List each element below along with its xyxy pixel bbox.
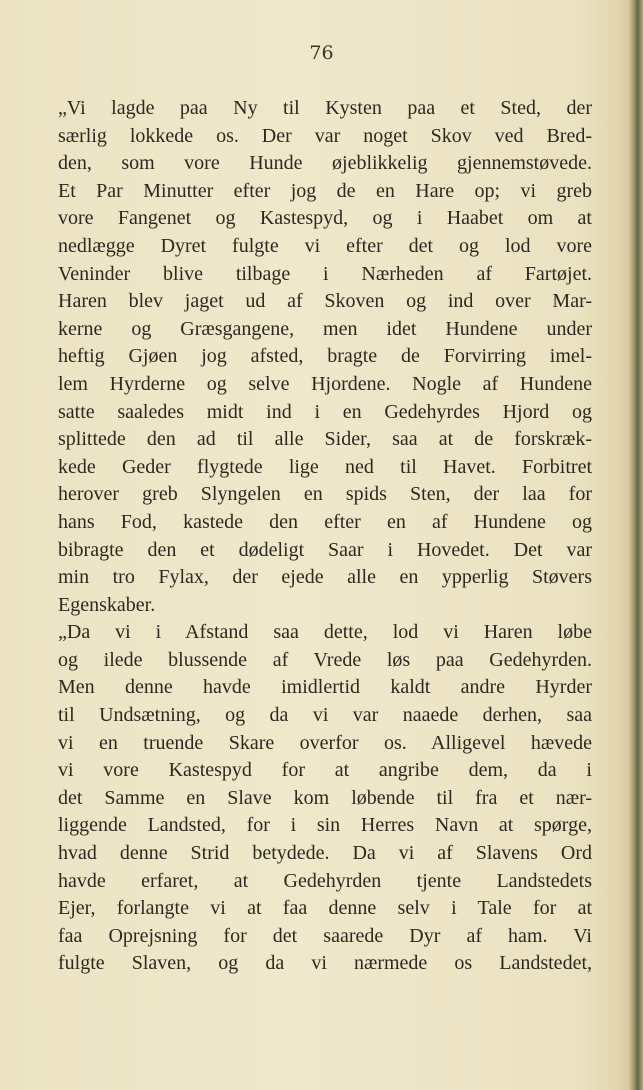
text-line: vore Fangenet og Kastespyd, og i Haabet om at — [58, 207, 592, 230]
text-line: Veninder blive tilbage i Nærheden af Fartøjet. — [58, 262, 592, 285]
page-number: 76 — [309, 42, 334, 64]
text-line: „Da vi i Afstand saa dette, lod vi Haren løbe — [58, 621, 592, 644]
text-line: satte saaledes midt ind i en Gedehyrdes Hjord og — [58, 400, 592, 423]
text-line: det Samme en Slave kom løbende til fra et nær- — [58, 786, 592, 809]
text-line: Haren blev jaget ud af Skoven og ind over Mar- — [58, 290, 592, 313]
text-line: faa Oprejsning for det saarede Dyr af ham. Vi — [58, 924, 592, 947]
text-line-paragraph-end: Egenskaber. — [58, 593, 156, 616]
text-line: nedlægge Dyret fulgte vi efter det og lod vore — [58, 234, 592, 257]
text-line: den, som vore Hunde øjeblikkelig gjennemstøvede. — [58, 152, 592, 175]
text-line: hvad denne Strid betydede. Da vi af Slavens Ord — [58, 842, 592, 865]
text-line: vi vore Kastespyd for at angribe dem, da i — [58, 759, 592, 782]
text-line: liggende Landsted, for i sin Herres Navn at spørge, — [58, 814, 592, 837]
text-line: Et Par Minutter efter jog de en Hare op; vi greb — [58, 179, 592, 202]
text-line: til Undsætning, og da vi var naaede derhen, saa — [58, 704, 592, 727]
text-line: vi en truende Skare overfor os. Alligevel hævede — [58, 731, 592, 754]
text-line: bibragte den et dødeligt Saar i Hovedet. Det var — [58, 538, 592, 561]
text-line: lem Hyrderne og selve Hjordene. Nogle af Hundene — [58, 372, 592, 395]
text-line: og ilede blussende af Vrede løs paa Gedehyrden. — [58, 648, 592, 671]
text-line: havde erfaret, at Gedehyrden tjente Landstedets — [58, 869, 592, 892]
text-line: „Vi lagde paa Ny til Kysten paa et Sted, der — [58, 97, 592, 119]
text-line: kede Geder flygtede lige ned til Havet. Forbitret — [58, 455, 592, 478]
text-line: heftig Gjøen jog afsted, bragte de Forvirring imel- — [58, 345, 592, 368]
text-line: kerne og Græsgangene, men idet Hundene under — [58, 317, 592, 340]
text-line: Men denne havde imidlertid kaldt andre Hyrder — [58, 676, 592, 699]
text-line: fulgte Slaven, og da vi nærmede os Landstedet, — [58, 952, 592, 975]
body-text — [58, 95, 592, 978]
text-line: min tro Fylax, der ejede alle en ypperlig Støvers — [58, 566, 592, 589]
text-line: Ejer, forlangte vi at faa denne selv i Tale for at — [58, 897, 592, 920]
book-spine-edge — [629, 0, 643, 1090]
text-line: hans Fod, kastede den efter en af Hundene og — [58, 510, 592, 533]
text-line: særlig lokkede os. Der var noget Skov ved Bred- — [58, 124, 592, 147]
text-line: splittede den ad til alle Sider, saa at de forskræk- — [58, 428, 592, 451]
text-line: herover greb Slyngelen en spids Sten, der laa for — [58, 483, 592, 506]
